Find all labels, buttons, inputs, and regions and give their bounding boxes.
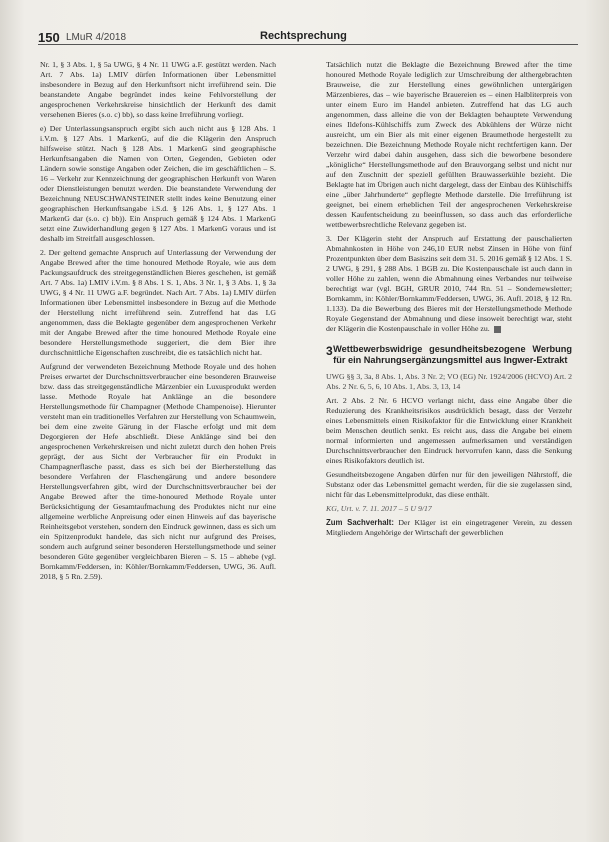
case-norms: UWG §§ 3, 3a, 8 Abs. 1, Abs. 3 Nr. 2; VO (EG) Nr. 1924/2006 (HCVO) Art. 2 Abs. 2 Nr. 6, 5, 6, 10 Abs. 1, Abs. 3, 13, 14 <box>326 372 572 391</box>
journal-issue: LMuR 4/2018 <box>66 32 127 43</box>
left-column <box>40 60 276 586</box>
paragraph: 2. Der geltend gemachte Anspruch auf Unterlassung der Verwendung der Angabe Brewed after the time honoured Methode Royale, wie aus dem Packungsaufdruck des streitgegenständlichen Bieres geschehen, ist gemäß Art. 7 Abs. 1a) LMIV i.V.m. § 8 Abs. 1 S. 1, Abs. 3 Nr. 1, § 3 Abs. 1, § 3a UWG, § 4 Nr. 11 UWG a.F. begründet. Nach Art. 7 Abs. 1a) LMIV dürfen Informationen über Lebensmittel insbesondere in Bezug auf die Methode der Herstellung nicht irreführend sein. Zutreffend hat das LG angenommen, dass die Beklagte gegenüber dem angesprochenen Verkehr mit der Angabe Brewed after the time honoured Methode Royale eine besondere Herstellungsmethode suggeriert, die dem Bier ihre durchschnittliche Eigenschaften zuschreibt, die es tatsächlich nicht hat. <box>40 248 276 357</box>
section-title: Rechtsprechung <box>260 30 347 42</box>
facts-text: Der Kläger ist ein eingetragener Verein, zu dessen Mitgliedern Angehörige der Wirtschaft der gewerblichen <box>326 518 572 537</box>
case-heading <box>326 344 572 366</box>
page-number: 150 <box>38 30 60 45</box>
page-header <box>38 28 578 50</box>
paragraph: e) Der Unterlassungsanspruch ergibt sich auch nicht aus § 128 Abs. 1 i.V.m. § 127 Abs. 1 MarkenG, auf die die Klägerin den Anspruch hilfsweise stützt. Nach § 128 Abs. 1 MarkenG sind geographische Herkunftsangaben die Namen von Orten, Gegenden, Gebieten oder Ländern sowie sonstige Angaben oder Zeichen, die im geschäftlichen – S. 16 – Verkehr zur Kennzeichnung der geographischen Herkunft von Waren oder Dienstleistungen benutzt werden. Die beanstandete Verwendung der Bezeichnung NEUSCHWANSTEINER stellt indes keine Benutzung einer geographischen Herkunftsangabe i.S.d. § 126 Abs. 1, § 127 Abs. 1 MarkenG dar (s.o. c) bb)). Ein Anspruch gemäß § 124 Abs. 1 MarkenG setzt eine Zuwiderhandlung gegen § 127 Abs. 1 MarkenG voraus und ist deshalb im Streitfall ausgeschlossen. <box>40 124 276 243</box>
right-column <box>326 60 572 542</box>
paragraph: Nr. 1, § 3 Abs. 1, § 5a UWG, § 4 Nr. 11 UWG a.F. gestützt werden. Nach Art. 7 Abs. 1a) LMIV dürfen Informationen über Lebensmittel insbesondere in Bezug auf den Herkunftsort nicht irreführend sein. Die beanstandete Angabe begründet indes keine Fehlvorstellung der angesprochenen Verkehrskreise hinsichtlich der Herkunft des damit versehenen Bieres (s.o. c) bb), so dass keine Irreführung vorliegt. <box>40 60 276 119</box>
end-of-case-marker <box>494 326 501 333</box>
paragraph: Aufgrund der verwendeten Bezeichnung Methode Royale und des hohen Preises erwartet der Durchschnittsverbraucher eine besonderen Brauweise bzw. dass das streitgegenständliche Märzenbier ein Luxusprodukt werden lasse. Methode Royale hat Anklänge an die besondere Herstellungsmethode für Champagner (Methode Champenoise). Hierunter versteht man ein traditionelles Verfahren zur Herstellung von Schaumwein, bei dem eine zweite Gärung in der Flasche erfolgt und mit dem Degorgieren der Hefe abschließt. Diese Anklänge sind bei den angesprochenen Verkehrskreisen und nicht zuletzt durch den hohen Preis geprägt, der aus Sicht der Verbraucher für ein Produkt in Champagnerflasche passt, dass es sich bei der Bierherstellung das besondere Verfahren der Flaschengärung und andere besondere Herstellungsverfahren gibt, wird der Durchschnittsverbraucher bei der Angabe Brewed after the time-honoured Methode Royale unter Berücksichtigung der Gesamtaufmachung des Produktes nicht nur eine allgemeine werbliche Anpreisung oder einen Hinweis auf das bayerische Reinheitsgebot verstehen, sondern den Eindruck gewinnen, dass es sich um ein Spitzenprodukt handele, das sich nicht nur aufgrund des Preises, sondern auch aufgrund seiner besonderen Herstellungsmethode und seiner besonderen Güte gegenüber vergleichbaren Bieren – S. 15 – abhebe (vgl. Bornkamm/Feddersen, in: Köhler/Bornkamm/Feddersen, UWG, 36. Aufl. 2018, § 5 Rn. 2.59). <box>40 362 276 581</box>
case-number: 3 <box>326 344 333 358</box>
paragraph: Tatsächlich nutzt die Beklagte die Bezeichnung Brewed after the time honoured Methode Royale lediglich zur Umschreibung der althergebrachten Brauweise, die zur Herstellung eines gewöhnlichen untergärigen Märzenbieres, das – wie bayerische Brauereien es – einen Halbliterpreis von unter einem Euro im Handel anbieten. Zutreffend hat das LG auch angenommen, dass alleine die von der Beklagten behauptete Verwendung eines Ildefons-Kühlschiffs zum Zweck des Abkühlens der Würze nicht ausreicht, um ein Bier als mit einer eigenen Braumethode hergestellt zu bezeichnen. Die Bezeichnung Methode Royale nicht rechtfertigen kann. Der Verzehr wird dabei dahin ausgehen, dass sich die beworbene besondere „königliche“ Herstellungsmethode auf den Brauvorgang selbst und nicht nur auf den Zuschnitt der speziell gefüllten Brauwasserkühle bezieht. Die Beklagte hat im Übrigen auch nicht dargelegt, dass der Einbau des Kühlschiffs eine „über Jahrhunderte“ gepflegte Methode darstelle. Die Irreführung ist geeignet, bei einem erheblichen Teil der angesprochenen Verkehrskreise dessen Kaufentscheidung zu beeinflussen, so dass auch das erforderliche wettbewerbsrechtliche Relevanz gegeben ist. <box>326 60 572 229</box>
facts-label: Zum Sachverhalt: <box>326 518 394 527</box>
header-rule <box>38 44 578 45</box>
paragraph: 3. Der Klägerin steht der Anspruch auf Erstattung der pauschalierten Abmahnkosten in Höhe von 246,10 EUR nebst Zinsen in Höhe von fünf Prozentpunkten über dem Basiszins seit dem 31. 5. 2016 gemäß § 12 Abs. 1 S. 2 UWG, § 291, § 288 Abs. 1 BGB zu. Die Kostenpauschale ist auch dann in voller Höhe zu zahlen, wenn die Abmahnung eines Verbandes nur teilweise berechtigt war (vgl. BGH, GRUR 2010, 744 Rn. 51 – Sondernewsletter; Bornkamm, in: Köhler/Bornkamm/Feddersen, UWG, 36. Aufl. 2018, § 12 Rn. 1.133). Da die Bewerbung des Bieres mit der Herstellungsmethode Methode Royale Gegenstand der Abmahnung und diese insoweit berechtigt war, steht der Klägerin die Kostenpauschale in voller Höhe zu. <box>326 234 572 333</box>
court-citation: KG, Urt. v. 7. 11. 2017 – 5 U 9/17 <box>326 504 432 513</box>
case-title: Wettbewerbswidrige gesundheitsbezogene Werbung für ein Nahrungsergänzungsmittel aus Ingwer-Extrakt <box>333 344 572 365</box>
headnote: Gesundheitsbezogene Angaben dürfen nur für den jeweiligen Nährstoff, die Substanz oder das Lebensmittel gemacht werden, für die sie zugelassen sind, nicht für das Lebensmittelprodukt, das diese enthält. <box>326 470 572 499</box>
facts-paragraph <box>326 518 572 538</box>
headnote: Art. 2 Abs. 2 Nr. 6 HCVO verlangt nicht, dass eine Angabe über die Reduzierung des Krankheitsrisikos ausdrücklich besagt, dass der Verzehr eines Lebensmittels einen Risikofaktor für die Entwicklung einer Krankheit beim Menschen deutlich senkt. Es reicht aus, dass die Angabe bei einem normal informierten und angemessen aufmerksamen und verständigen Durchschnittsverbraucher den Eindruck hervorrufen kann, dass die Senkung eines Risikofaktors deutlich ist. <box>326 396 572 465</box>
